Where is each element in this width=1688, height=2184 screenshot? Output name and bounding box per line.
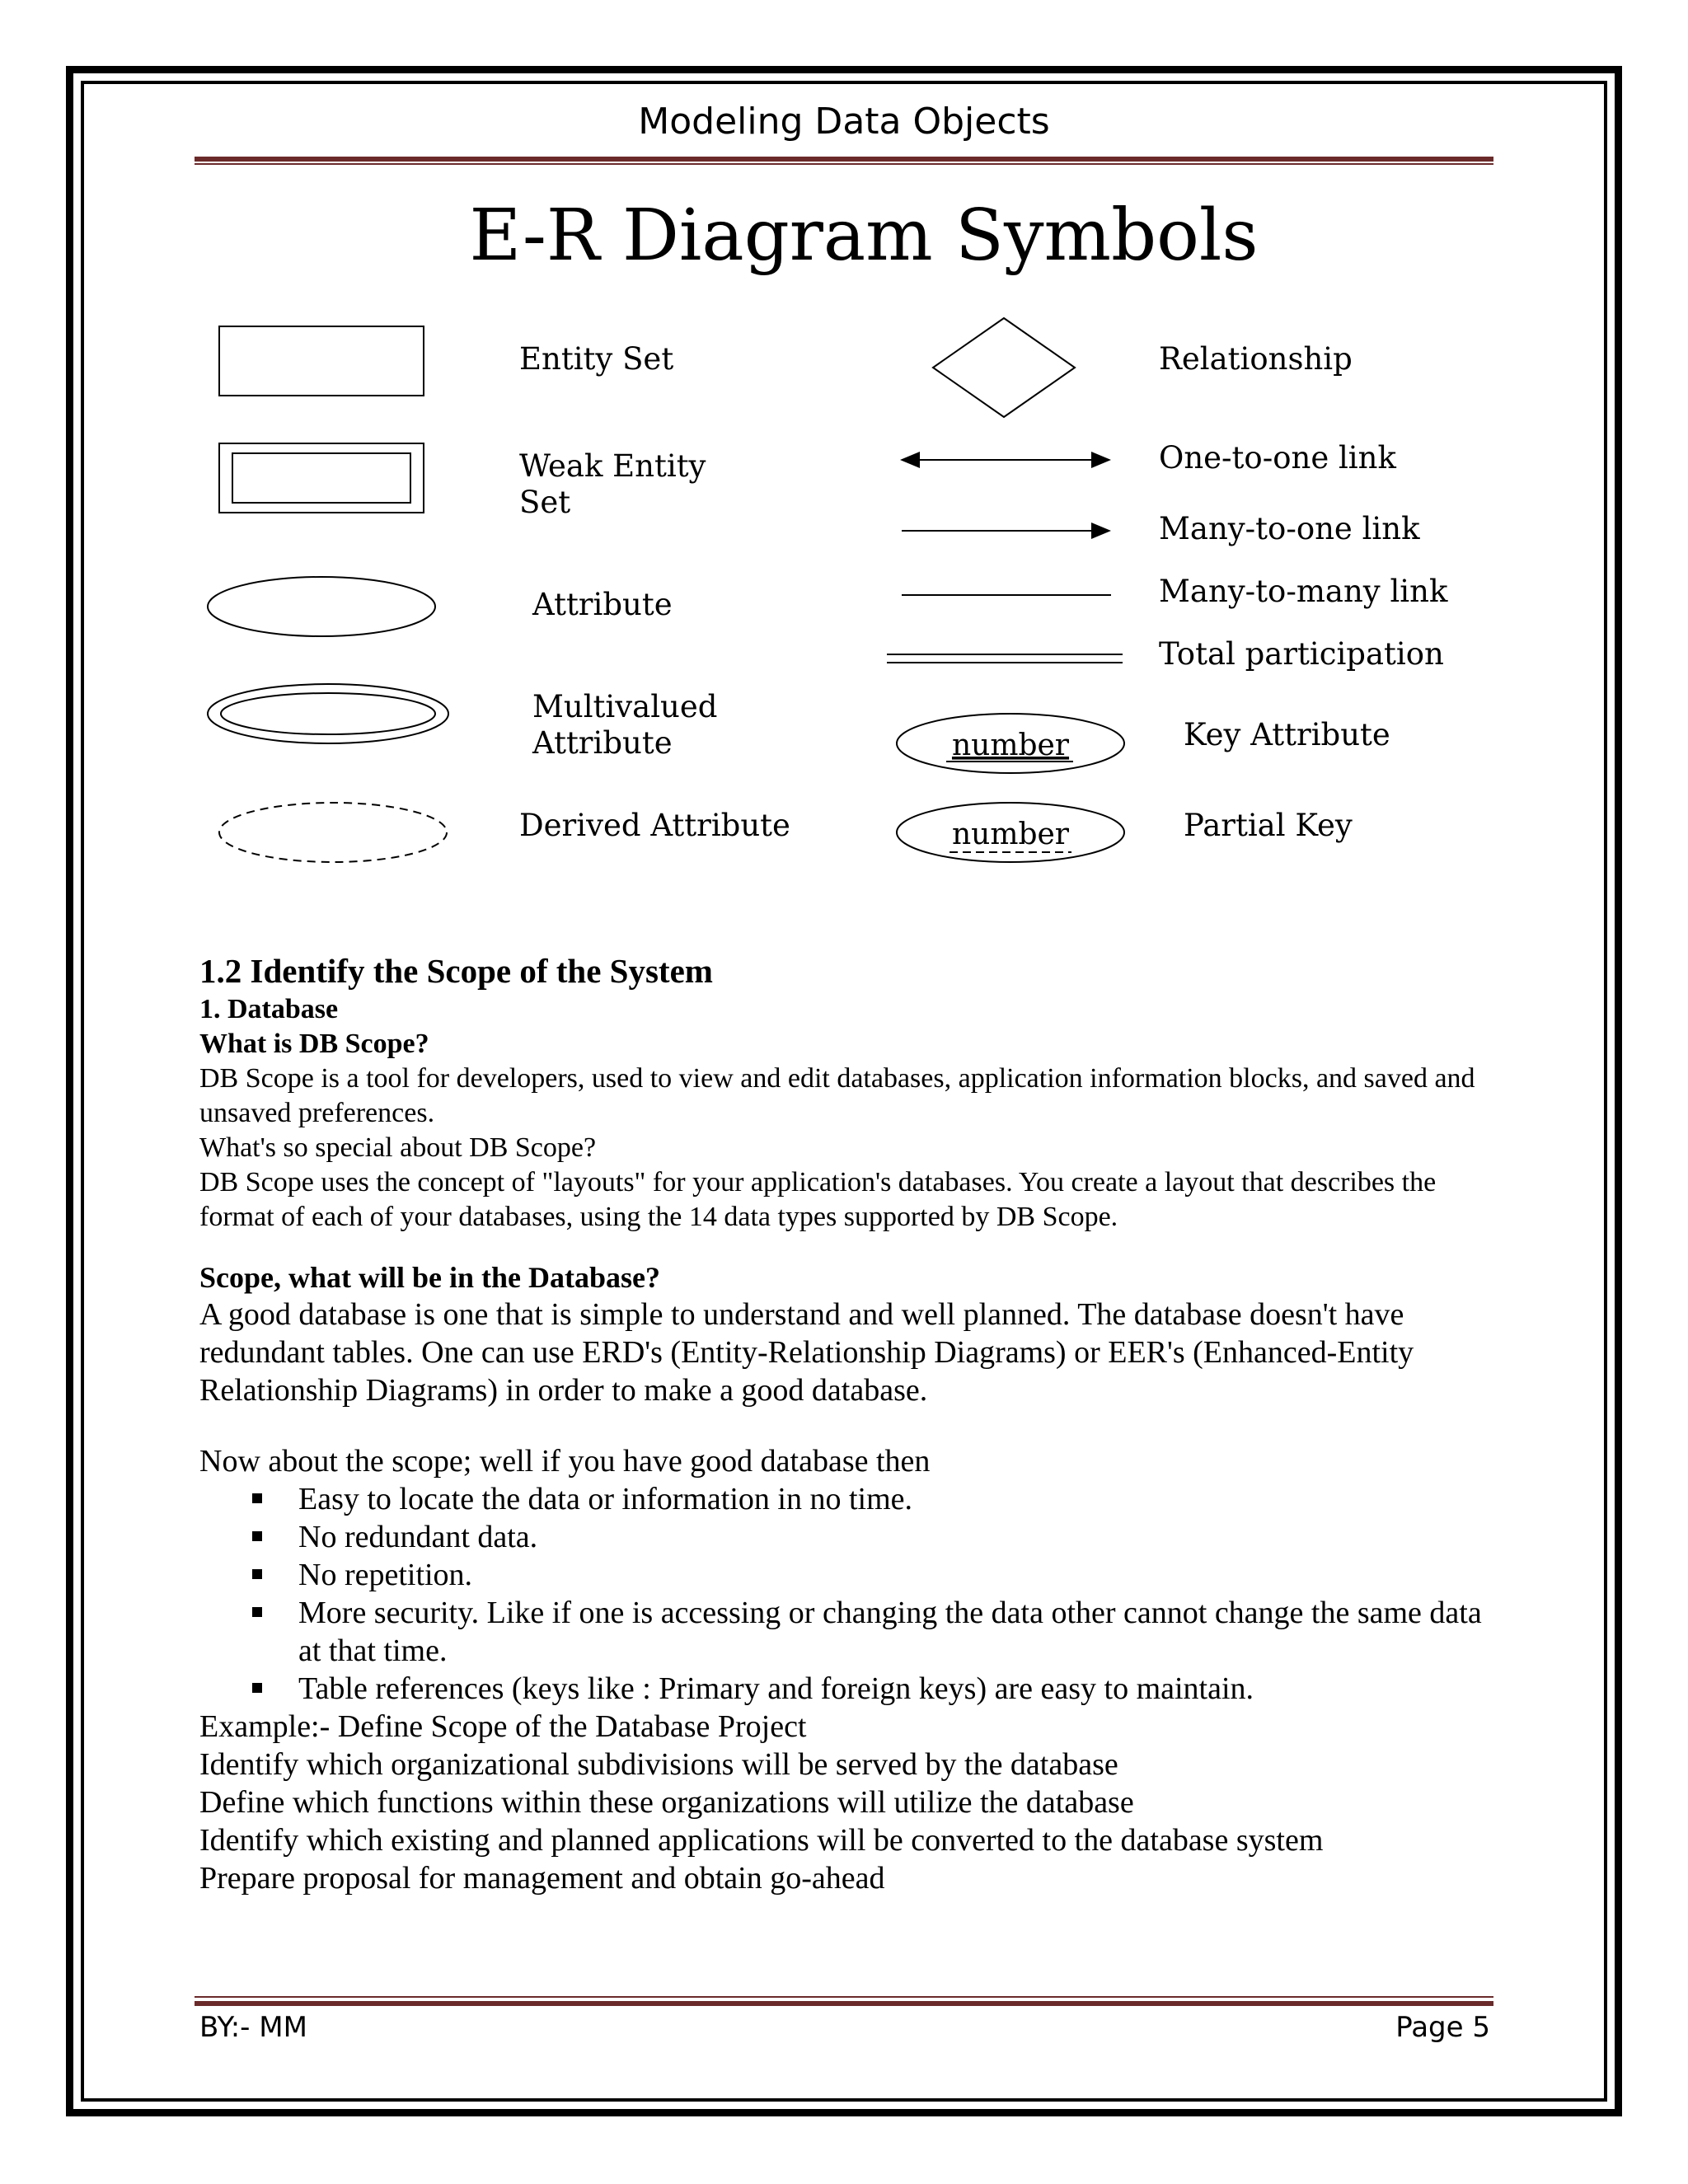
footer-page-number: Page 5 xyxy=(1395,2011,1490,2044)
bullet-icon xyxy=(252,1493,262,1503)
example-line: Define which functions within these organizations will utilize the database xyxy=(199,1785,1134,1820)
list-item: More security. Like if one is accessing or changing the data other cannot change the same data at that time. xyxy=(199,1594,1502,1670)
label-key-attribute: Key Attribute xyxy=(1184,717,1390,752)
scope-paragraph: A good database is one that is simple to understand and well planned. The database doesn't have redundant tables. One can use ERD's (Entity-Relationship Diagrams) or EER's (Enhanced-Entity Relationship Diagrams) in order to make a good database. xyxy=(199,1297,1414,1408)
list-item: No redundant data. xyxy=(199,1518,1502,1556)
label-derived-attribute: Derived Attribute xyxy=(519,808,790,843)
label-weak-entity-set: Weak Entity Set xyxy=(519,448,706,520)
label-entity-set: Entity Set xyxy=(519,341,674,377)
label-many-to-many-link: Many-to-many link xyxy=(1159,574,1448,609)
key-attribute-text: number xyxy=(951,729,1070,762)
header-rule-thin xyxy=(195,163,1493,165)
relationship-diamond-symbol xyxy=(933,318,1075,417)
label-many-to-one-link: Many-to-one link xyxy=(1159,511,1420,546)
example-line: Example:- Define Scope of the Database Project xyxy=(199,1709,807,1744)
bullet-icon xyxy=(252,1683,262,1693)
subheading-database: 1. Database xyxy=(199,994,339,1024)
paragraph-special: What's so special about DB Scope? xyxy=(199,1132,597,1163)
paragraph-db-scope: DB Scope is a tool for developers, used to view and edit databases, application information blocks, and saved and unsaved preferences. xyxy=(199,1063,1475,1128)
header-rule xyxy=(195,157,1493,162)
attribute-symbol xyxy=(208,577,435,636)
list-item: No repetition. xyxy=(199,1556,1502,1594)
section-heading: 1.2 Identify the Scope of the System xyxy=(199,952,713,990)
derived-attribute-symbol xyxy=(219,803,447,862)
weak-entity-inner-symbol xyxy=(232,453,410,503)
bullet-icon xyxy=(252,1569,262,1579)
figure-title: E-R Diagram Symbols xyxy=(469,194,1259,277)
footer-author: BY:- MM xyxy=(199,2011,307,2044)
list-item: Table references (keys like : Primary and foreign keys) are easy to maintain. xyxy=(199,1670,1502,1708)
er-symbols-figure xyxy=(188,180,1507,954)
example-line: Identify which organizational subdivisions will be served by the database xyxy=(199,1747,1118,1782)
scope-heading: Scope, what will be in the Database? xyxy=(199,1261,661,1294)
label-attribute: Attribute xyxy=(532,587,673,622)
label-total-participation: Total participation xyxy=(1159,636,1444,672)
label-one-to-one-link: One-to-one link xyxy=(1159,440,1396,476)
list-item: Easy to locate the data or information in no time. xyxy=(199,1480,1502,1518)
label-partial-key: Partial Key xyxy=(1184,808,1353,843)
bullet-icon xyxy=(252,1607,262,1617)
footer-rule xyxy=(195,2001,1493,2006)
footer-rule-thin xyxy=(195,1996,1493,1998)
multivalued-inner-symbol xyxy=(221,693,435,734)
body-content xyxy=(199,949,1502,1897)
partial-key-text: number xyxy=(951,818,1070,851)
scope-intro: Now about the scope; well if you have good database then xyxy=(199,1444,931,1479)
example-line: Prepare proposal for management and obtain go-ahead xyxy=(199,1861,885,1896)
paragraph-layouts: DB Scope uses the concept of "layouts" for your application's databases. You create a layout that describes the format of each of your databases, using the 14 data types supported by DB Scope. xyxy=(199,1167,1437,1232)
entity-set-symbol xyxy=(219,326,424,396)
example-line: Identify which existing and planned applications will be converted to the database system xyxy=(199,1823,1324,1858)
label-relationship: Relationship xyxy=(1159,341,1353,377)
bullet-icon xyxy=(252,1531,262,1541)
page-header-title: Modeling Data Objects xyxy=(638,101,1050,143)
label-multivalued-attribute: Multivalued Attribute xyxy=(532,689,718,761)
question-heading: What is DB Scope? xyxy=(199,1029,429,1059)
benefits-list xyxy=(199,1480,1502,1708)
